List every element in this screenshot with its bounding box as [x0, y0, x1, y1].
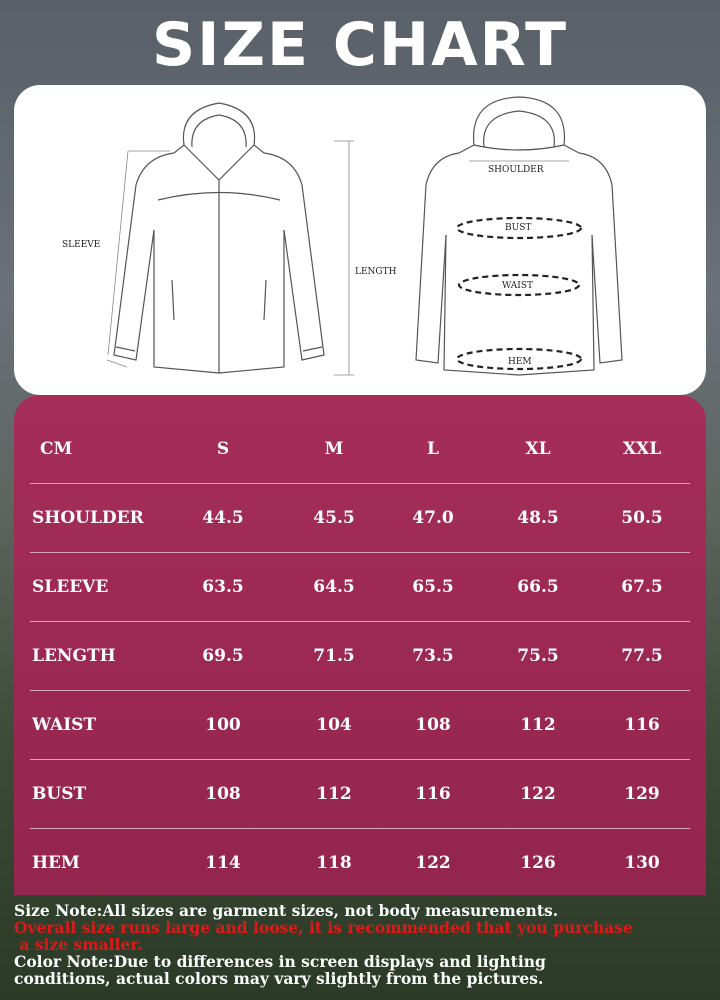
table-cell: 100: [205, 715, 241, 735]
table-cell: 50.5: [621, 508, 663, 528]
table-cell: 126: [520, 853, 556, 873]
table-cell: 116: [415, 784, 451, 804]
header-cell-xl: XL: [525, 439, 551, 459]
table-cell: 65.5: [412, 577, 454, 597]
table-row: [14, 553, 706, 622]
table-cell: 114: [205, 853, 241, 873]
size-table: [14, 395, 706, 895]
row-label: HEM: [32, 853, 80, 873]
header-cell-m: M: [324, 439, 344, 459]
table-cell: 66.5: [517, 577, 559, 597]
table-cell: 44.5: [202, 508, 244, 528]
table-cell: 122: [520, 784, 556, 804]
table-row: [14, 484, 706, 553]
sleeve-label: SLEEVE: [62, 240, 101, 250]
table-cell: 64.5: [313, 577, 355, 597]
header-cell-unit: CM: [40, 439, 73, 459]
table-cell: 112: [316, 784, 352, 804]
table-cell: 77.5: [621, 646, 663, 666]
size-warning-line2: a size smaller.: [14, 935, 143, 954]
row-label: SLEEVE: [32, 577, 109, 597]
table-cell: 45.5: [313, 508, 355, 528]
row-label: LENGTH: [32, 646, 116, 666]
table-cell: 108: [205, 784, 241, 804]
table-cell: 71.5: [313, 646, 355, 666]
table-cell: 47.0: [412, 508, 454, 528]
table-row: [14, 760, 706, 829]
table-row: [14, 691, 706, 760]
table-cell: 129: [624, 784, 660, 804]
table-cell: 48.5: [517, 508, 559, 528]
table-cell: 75.5: [517, 646, 559, 666]
waist-label: WAIST: [502, 281, 534, 291]
hem-label: HEM: [508, 357, 532, 367]
table-cell: 63.5: [202, 577, 244, 597]
table-cell: 118: [316, 853, 352, 873]
color-note-line1: Color Note:Due to differences in screen displays and lighting: [14, 952, 546, 971]
table-cell: 108: [415, 715, 451, 735]
shoulder-label: SHOULDER: [488, 165, 544, 175]
garment-diagram: [14, 85, 706, 395]
row-label: BUST: [32, 784, 87, 804]
table-cell: 122: [415, 853, 451, 873]
table-cell: 67.5: [621, 577, 663, 597]
table-cell: 73.5: [412, 646, 454, 666]
color-note-line2: conditions, actual colors may vary slightly from the pictures.: [14, 969, 544, 988]
table-cell: 116: [624, 715, 660, 735]
table-cell: 69.5: [202, 646, 244, 666]
table-cell: 104: [316, 715, 352, 735]
notes-section: [14, 902, 714, 987]
header-cell-s: S: [216, 439, 230, 459]
row-label: SHOULDER: [32, 508, 144, 528]
table-row: [14, 829, 706, 898]
table-cell: 112: [520, 715, 556, 735]
table-header-row: [14, 415, 706, 484]
header-cell-l: L: [427, 439, 439, 459]
length-label: LENGTH: [355, 267, 397, 277]
size-warning-line1: Overall size runs large and loose, it is recommended that you purchase: [14, 918, 633, 937]
jacket-illustration: [14, 85, 706, 395]
table-row: [14, 622, 706, 691]
table-cell: 130: [624, 853, 660, 873]
size-note: Size Note:All sizes are garment sizes, not body measurements.: [14, 901, 559, 920]
row-label: WAIST: [32, 715, 97, 735]
bust-label: BUST: [505, 223, 532, 233]
page-title: SIZE CHART: [151, 10, 569, 80]
header-cell-xxl: XXL: [622, 439, 662, 459]
